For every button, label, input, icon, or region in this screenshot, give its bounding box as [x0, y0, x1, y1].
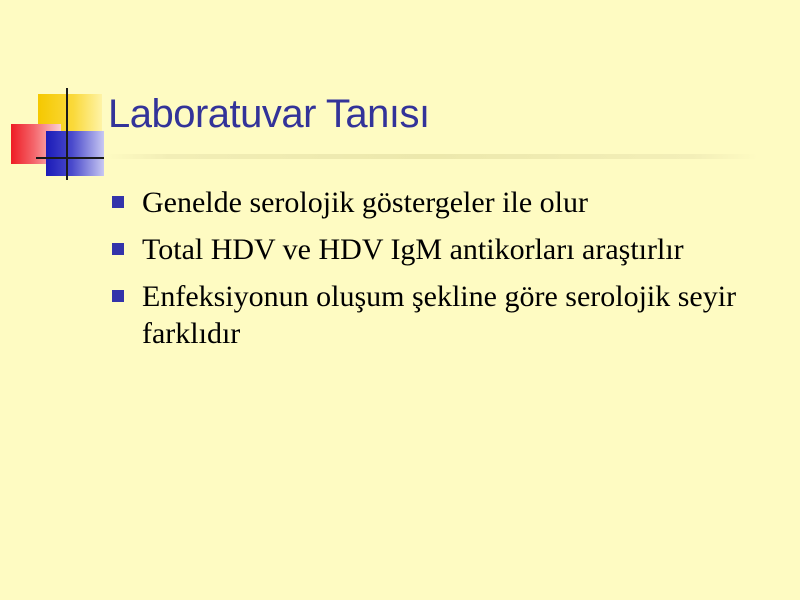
blue-square — [46, 131, 104, 176]
square-bullet-icon — [112, 196, 124, 208]
bullet-item — [112, 231, 782, 268]
bullet-text: Enfeksiyonun oluşum şekline göre serolojik seyir farklıdır — [142, 280, 737, 350]
bullet-text: Genelde serolojik göstergeler ile olur — [142, 186, 588, 219]
bullet-text: Total HDV ve HDV IgM antikorları araştırlır — [142, 233, 684, 266]
corner-squares-decoration — [0, 0, 120, 190]
square-bullet-icon — [112, 290, 124, 302]
bullet-item — [112, 184, 782, 221]
bullet-list — [112, 184, 782, 362]
vertical-rule — [66, 88, 68, 180]
slide-title: Laboratuvar Tanısı — [108, 92, 430, 136]
title-underline — [104, 154, 758, 159]
square-bullet-icon — [112, 243, 124, 255]
bullet-item — [112, 278, 782, 352]
